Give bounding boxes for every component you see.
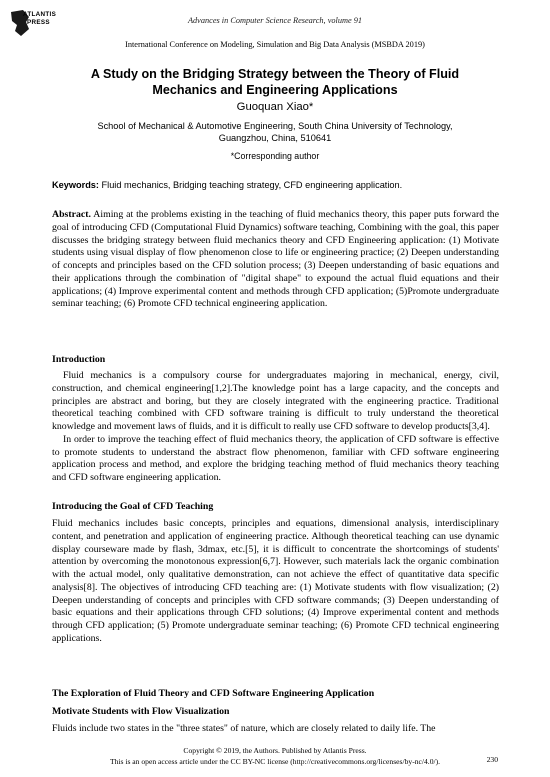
abstract-text: Aiming at the problems existing in the teaching of fluid mechanics theory, this paper puts forward the goal of introducing CFD (Computational Fluid Dynamics) software teaching, Combining with the goal, this paper discusses the bridging strategy between fluid mechanics theory and CFD Engineering application: (1) Motivate students using visual display of flow phenomenon close to life or engineering practice; (2) Deepen understanding of concepts and principles based on the CFD solution process; (3) Deepen understanding of basic equations and their applications through the combination of "digital shape" to expound the actual fluid equations and their applications; (4) Improve experimental content and methods through CFD application; (5)Promote undergraduate seminar teaching; (6) Promote CFD technical engineering application.	[52, 209, 499, 310]
affiliation-line-1: School of Mechanical & Automotive Engineering, South China University of Technology,	[97, 121, 453, 131]
author-name: Guoquan Xiao*	[236, 101, 314, 113]
footer-copyright: Copyright © 2019, the Authors. Published by Atlantis Press.	[183, 746, 367, 755]
conference-header: International Conference on Modeling, Simulation and Big Data Analysis (MSBDA 2019)	[125, 40, 425, 49]
corresponding-author-note: *Corresponding author	[230, 151, 320, 161]
goal-paragraph-1: Fluid mechanics includes basic concepts, principles and equations, dimensional analysis, interdisciplinary content, and penetration and application of engineering practice. Although theoretical teaching can use dynamic display courseware made by flash, 3dmax, etc.[5], it is difficult to concentrate the shortcomings of students' attention by overcoming the monotonous expression[6,7]. However, such materials lack the organic combination with the actual model, only qualitative demonstration, can not achieve the effect of quantitative data specific analysis[8]. The objectives of introducing CFD teaching are: (1) Motivate students with flow visualization; (2) Deepen understanding of concepts and principles with CFD software commands; (3) Deepen understanding of basic equations and their applications through CFD solutions; (4) Improve experimental content and methods through CFD application; (5) Promote undergraduate seminar teaching; (6) Promote CFD technical engineering applications.	[52, 518, 499, 644]
affiliation-line-2: Guangzhou, China, 510641	[218, 132, 332, 143]
introduction-paragraph-1: Fluid mechanics is a compulsory course for undergraduates majoring in mechanical, energy, civil, construction, and chemical engineering[1,2].The knowledge point has a large capacity, and the concepts and principles are abstract and boring, but they are closely integrated with the engineering practice. Traditional theoretical teaching combined with CFD software training is difficult to truly understand the theoretical knowledge and movement laws of fluids, and it is difficult to really use CFD software to develop products[3,4].	[52, 370, 499, 432]
logo-text-press: PRESS	[27, 19, 50, 26]
logo-text-atlantis: ATLANTIS	[23, 11, 57, 18]
paper-title-line-2: Mechanics and Engineering Applications	[152, 82, 398, 97]
goal-body	[52, 518, 499, 646]
section-heading-goal: Introducing the Goal of CFD Teaching	[52, 501, 214, 512]
paper-title	[40, 67, 510, 98]
motivate-body	[52, 723, 499, 736]
motivate-paragraph-1: Fluids include two states in the "three states" of nature, which are closely related to daily life. The	[52, 723, 436, 734]
introduction-body	[52, 370, 499, 485]
keywords-text: Fluid mechanics, Bridging teaching strategy, CFD engineering application.	[101, 180, 403, 190]
journal-header: Advances in Computer Science Research, volume 91	[187, 16, 363, 25]
section-heading-introduction: Introduction	[52, 354, 106, 365]
page-number: 230	[486, 755, 498, 764]
subsection-heading-motivate: Motivate Students with Flow Visualization	[52, 706, 230, 717]
footer-license: This is an open access article under the CC BY-NC license (http://creativecommons.org/licenses/by-nc/4.0/).	[109, 757, 441, 766]
introduction-paragraph-2: In order to improve the teaching effect of fluid mechanics theory, the application of CFD software is effective to promote students to understand the abstract flow phenomenon, familiar with CFD software engineering application process and method, and explore the bridging teaching method of fluid mechanics theory teaching and CFD software engineering application.	[52, 433, 499, 483]
paper-title-line-1: A Study on the Bridging Strategy between the Theory of Fluid	[90, 67, 460, 81]
keywords-label: Keywords:	[52, 180, 99, 190]
affiliation	[30, 121, 520, 144]
abstract	[52, 209, 499, 311]
abstract-label: Abstract.	[52, 209, 91, 220]
keywords	[52, 180, 512, 190]
section-heading-exploration: The Exploration of Fluid Theory and CFD Software Engineering Application	[52, 688, 375, 699]
